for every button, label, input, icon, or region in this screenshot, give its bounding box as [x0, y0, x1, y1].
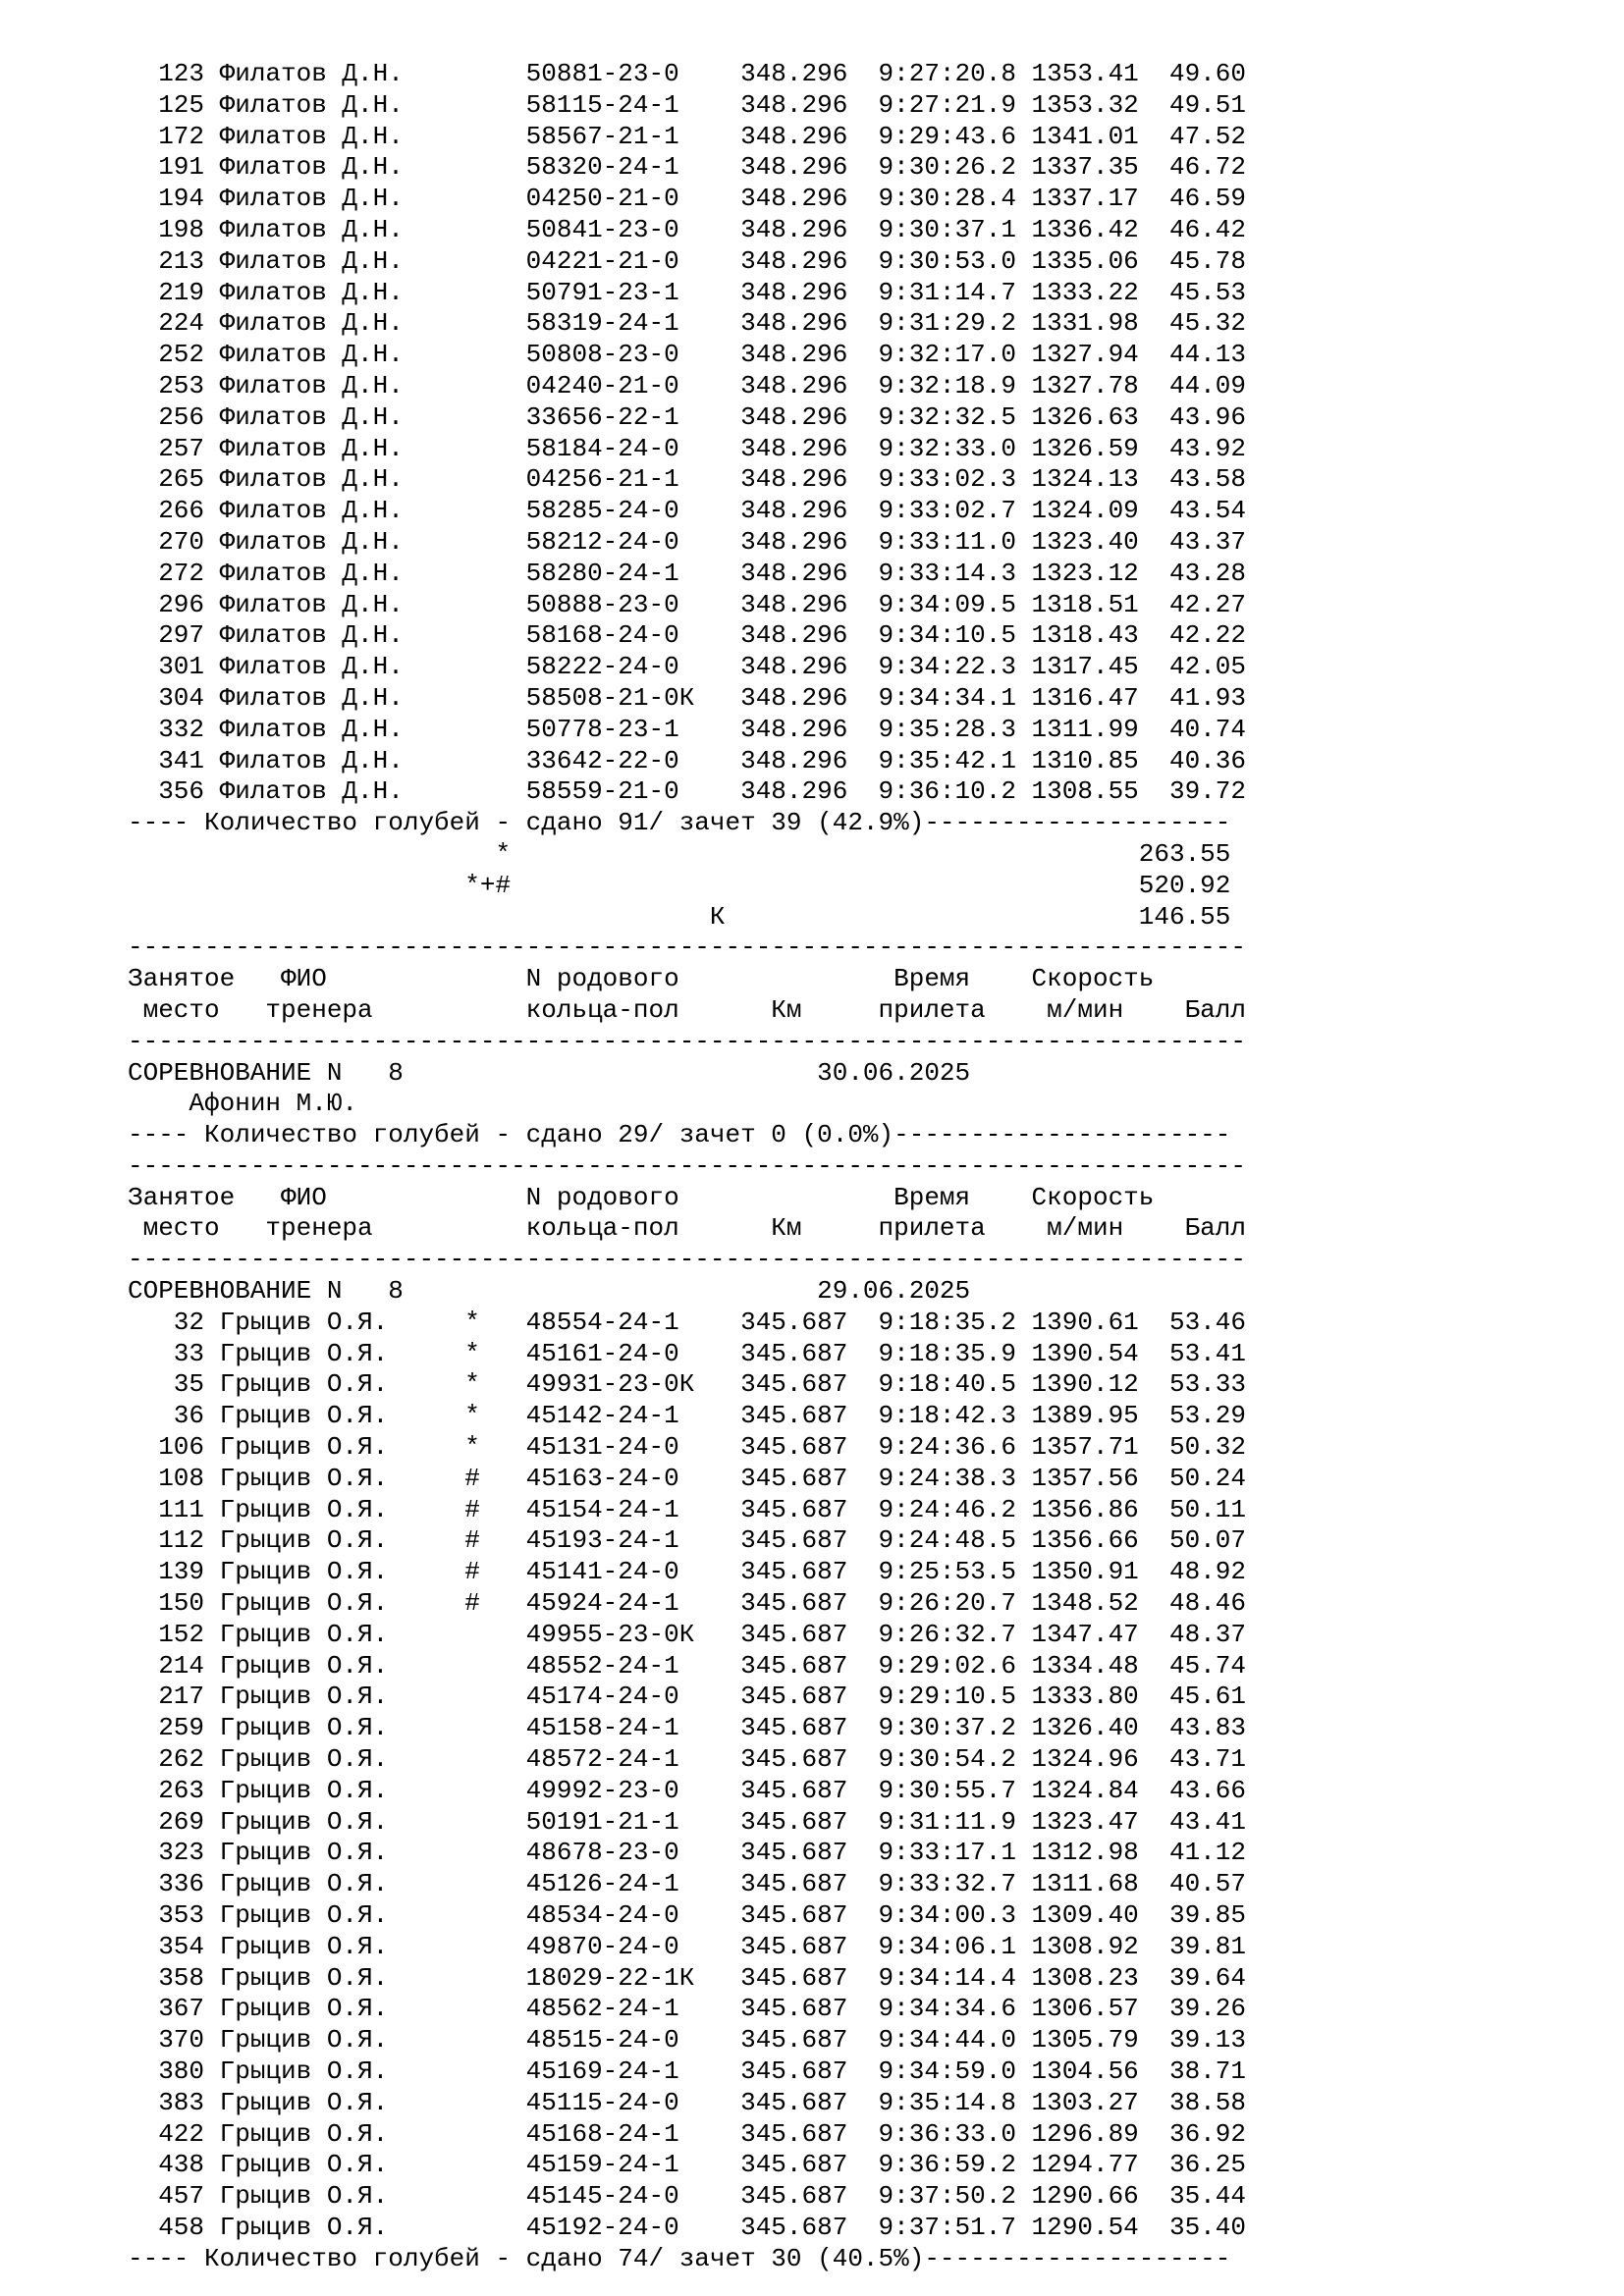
document-line: 191 Филатов Д.Н. 58320-24-1 348.296 9:30:26.2 1337.35 46.72 [128, 152, 1246, 183]
document-line: Занятое ФИО N родового Время Скорость [128, 1182, 1155, 1212]
document-line: 422 Грыцив О.Я. 45168-24-1 345.687 9:36:33.0 1296.89 36.92 [128, 2118, 1246, 2149]
document-line: 32 Грыцив О.Я. * 48554-24-1 345.687 9:18:35.2 1390.61 53.46 [128, 1307, 1246, 1337]
document-line: 123 Филатов Д.Н. 50881-23-0 348.296 9:27:20.8 1353.41 49.60 [128, 59, 1246, 88]
document-line: 224 Филатов Д.Н. 58319-24-1 348.296 9:31:29.2 1331.98 45.32 [128, 308, 1246, 339]
document-line: 257 Филатов Д.Н. 58184-24-0 348.296 9:32:33.0 1326.59 43.92 [128, 433, 1246, 463]
document-line: ------------------------------------------------------------------------- [128, 1245, 1246, 1275]
document-line: 150 Грыцив О.Я. # 45924-24-1 345.687 9:26:20.7 1348.52 48.46 [128, 1588, 1246, 1619]
document-line: 262 Грыцив О.Я. 48572-24-1 345.687 9:30:54.2 1324.96 43.71 [128, 1744, 1246, 1775]
document-line: СОРЕВНОВАНИЕ N 8 30.06.2025 [128, 1057, 971, 1088]
document-line: 263 Грыцив О.Я. 49992-23-0 345.687 9:30:55.7 1324.84 43.66 [128, 1775, 1246, 1805]
document-line: 323 Грыцив О.Я. 48678-23-0 345.687 9:33:17.1 1312.98 41.12 [128, 1838, 1246, 1868]
document-line: 304 Филатов Д.Н. 58508-21-0К 348.296 9:34:34.1 1316.47 41.93 [128, 682, 1246, 713]
document-line: 139 Грыцив О.Я. # 45141-24-0 345.687 9:25:53.5 1350.91 48.92 [128, 1557, 1246, 1587]
document-line: Занятое ФИО N родового Время Скорость [128, 964, 1155, 994]
document-line: 253 Филатов Д.Н. 04240-21-0 348.296 9:32:18.9 1327.78 44.09 [128, 370, 1246, 400]
document-line: 265 Филатов Д.Н. 04256-21-1 348.296 9:33:02.3 1324.13 43.58 [128, 464, 1246, 495]
document-line: ---- Количество голубей - сдано 91/ зачет 39 (42.9%)-------------------- [128, 808, 1231, 838]
document-line: 380 Грыцив О.Я. 45169-24-1 345.687 9:34:59.0 1304.56 38.71 [128, 2056, 1246, 2086]
document-line: 457 Грыцив О.Я. 45145-24-0 345.687 9:37:50.2 1290.66 35.44 [128, 2181, 1246, 2212]
document-line: место тренера кольца-пол Км прилета м/мин Балл [128, 1213, 1246, 1244]
document-line: место тренера кольца-пол Км прилета м/мин Балл [128, 994, 1246, 1025]
document-line: ------------------------------------------------------------------------- [128, 1026, 1246, 1056]
document-line: *+# 520.92 [128, 870, 1231, 900]
document-line: 172 Филатов Д.Н. 58567-21-1 348.296 9:29:43.6 1341.01 47.52 [128, 121, 1246, 151]
document-line: СОРЕВНОВАНИЕ N 8 29.06.2025 [128, 1276, 971, 1307]
document-line: 358 Грыцив О.Я. 18029-22-1К 345.687 9:34:14.4 1308.23 39.64 [128, 1962, 1246, 1993]
document-line: 296 Филатов Д.Н. 50888-23-0 348.296 9:34:09.5 1318.51 42.27 [128, 589, 1246, 619]
document-line: 438 Грыцив О.Я. 45159-24-1 345.687 9:36:59.2 1294.77 36.25 [128, 2150, 1246, 2180]
document-line: 270 Филатов Д.Н. 58212-24-0 348.296 9:33:11.0 1323.40 43.37 [128, 526, 1246, 557]
document-line: Афонин М.Ю. [128, 1089, 358, 1119]
document-line: 370 Грыцив О.Я. 48515-24-0 345.687 9:34:44.0 1305.79 39.13 [128, 2025, 1246, 2056]
document-line: ------------------------------------------------------------------------- [128, 1150, 1246, 1181]
document-line: 266 Филатов Д.Н. 58285-24-0 348.296 9:33:02.7 1324.09 43.54 [128, 496, 1246, 526]
document-line: 354 Грыцив О.Я. 49870-24-0 345.687 9:34:06.1 1308.92 39.81 [128, 1931, 1246, 1961]
document-line: 256 Филатов Д.Н. 33656-22-1 348.296 9:32:32.5 1326.63 43.96 [128, 401, 1246, 432]
document-line: 259 Грыцив О.Я. 45158-24-1 345.687 9:30:37.2 1326.40 43.83 [128, 1713, 1246, 1743]
document-line: 217 Грыцив О.Я. 45174-24-0 345.687 9:29:10.5 1333.80 45.61 [128, 1682, 1246, 1712]
document-line: 213 Филатов Д.Н. 04221-21-0 348.296 9:30:53.0 1335.06 45.78 [128, 245, 1246, 276]
document-line: 272 Филатов Д.Н. 58280-24-1 348.296 9:33:14.3 1323.12 43.28 [128, 558, 1246, 588]
document-line: 269 Грыцив О.Я. 50191-21-1 345.687 9:31:11.9 1323.47 43.41 [128, 1806, 1246, 1837]
document-line: К 146.55 [128, 901, 1231, 932]
document-line: 353 Грыцив О.Я. 48534-24-0 345.687 9:34:00.3 1309.40 39.85 [128, 1900, 1246, 1931]
document-line: 125 Филатов Д.Н. 58115-24-1 348.296 9:27:21.9 1353.32 49.51 [128, 89, 1246, 120]
document-line: 332 Филатов Д.Н. 50778-23-1 348.296 9:35:28.3 1311.99 40.74 [128, 714, 1246, 744]
document-line: 214 Грыцив О.Я. 48552-24-1 345.687 9:29:02.6 1334.48 45.74 [128, 1650, 1246, 1681]
document-line: ---- Количество голубей - сдано 74/ зачет 30 (40.5%)-------------------- [128, 2243, 1231, 2273]
document-line: 356 Филатов Д.Н. 58559-21-0 348.296 9:36:10.2 1308.55 39.72 [128, 776, 1246, 807]
document-line: 198 Филатов Д.Н. 50841-23-0 348.296 9:30:37.1 1336.42 46.42 [128, 214, 1246, 244]
document-line: ---- Количество голубей - сдано 29/ зачет 0 (0.0%)---------------------- [128, 1120, 1231, 1150]
document-line: 458 Грыцив О.Я. 45192-24-0 345.687 9:37:51.7 1290.54 35.40 [128, 2212, 1246, 2242]
document-line: 108 Грыцив О.Я. # 45163-24-0 345.687 9:24:38.3 1357.56 50.24 [128, 1463, 1246, 1493]
document-line: * 263.55 [128, 838, 1231, 869]
document-line: 341 Филатов Д.Н. 33642-22-0 348.296 9:35:42.1 1310.85 40.36 [128, 745, 1246, 775]
document-line: 194 Филатов Д.Н. 04250-21-0 348.296 9:30:28.4 1337.17 46.59 [128, 184, 1246, 214]
results-document [128, 59, 1246, 2275]
document-line: 112 Грыцив О.Я. # 45193-24-1 345.687 9:24:48.5 1356.66 50.07 [128, 1525, 1246, 1556]
document-line: 111 Грыцив О.Я. # 45154-24-1 345.687 9:24:46.2 1356.86 50.11 [128, 1494, 1246, 1524]
document-line: 35 Грыцив О.Я. * 49931-23-0К 345.687 9:18:40.5 1390.12 53.33 [128, 1369, 1246, 1400]
document-line: 106 Грыцив О.Я. * 45131-24-0 345.687 9:24:36.6 1357.71 50.32 [128, 1432, 1246, 1463]
document-line: 152 Грыцив О.Я. 49955-23-0К 345.687 9:26:32.7 1347.47 48.37 [128, 1619, 1246, 1649]
document-line: 33 Грыцив О.Я. * 45161-24-0 345.687 9:18:35.9 1390.54 53.41 [128, 1338, 1246, 1368]
document-line: 336 Грыцив О.Я. 45126-24-1 345.687 9:33:32.7 1311.68 40.57 [128, 1869, 1246, 1899]
document-line: 301 Филатов Д.Н. 58222-24-0 348.296 9:34:22.3 1317.45 42.05 [128, 652, 1246, 682]
document-line: 367 Грыцив О.Я. 48562-24-1 345.687 9:34:34.6 1306.57 39.26 [128, 1994, 1246, 2024]
document-line: 36 Грыцив О.Я. * 45142-24-1 345.687 9:18:42.3 1389.95 53.29 [128, 1401, 1246, 1431]
document-line: ------------------------------------------------------------------------- [128, 933, 1246, 963]
document-line: 297 Филатов Д.Н. 58168-24-0 348.296 9:34:10.5 1318.43 42.22 [128, 620, 1246, 651]
document-line: 252 Филатов Д.Н. 50808-23-0 348.296 9:32:17.0 1327.94 44.13 [128, 340, 1246, 370]
document-line: 383 Грыцив О.Я. 45115-24-0 345.687 9:35:14.8 1303.27 38.58 [128, 2087, 1246, 2117]
document-line: 219 Филатов Д.Н. 50791-23-1 348.296 9:31:14.7 1333.22 45.53 [128, 277, 1246, 307]
